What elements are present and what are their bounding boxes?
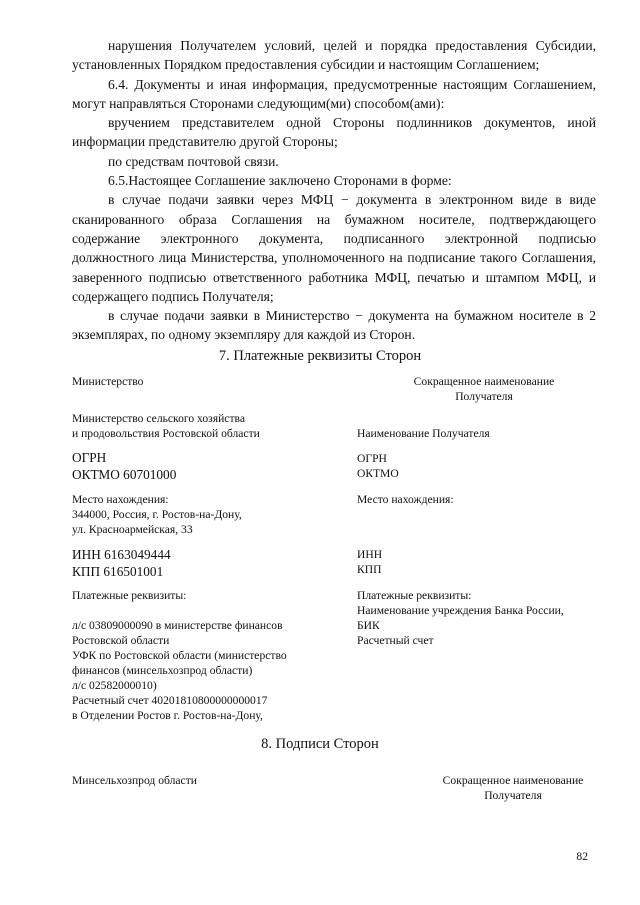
recipient-name <box>357 426 490 441</box>
ministry-ogrn: ОГРН <box>72 450 107 465</box>
paragraph: вручением представителем одной Стороны подлинников документов, иной информации представителю другой Стороны; <box>72 115 596 150</box>
payment-detail-line: Ростовской области <box>72 634 170 647</box>
payment-detail-line: Расчетный счет 40201810800000000017 <box>72 694 268 707</box>
recipient-header <box>392 374 576 404</box>
ministry-address-line: 344000, Россия, г. Ростов-на-Дону, <box>72 508 242 521</box>
payment-detail-line: УФК по Ростовской области (министерство <box>72 649 287 662</box>
paragraph: в случае подачи заявки в Министерство − документа на бумажном носителе в 2 экземплярах, по одному экземпляру для каждой из Сторон. <box>72 308 596 343</box>
payment-detail-line: л/с 03809000090 в министерстве финансов <box>72 619 283 632</box>
paragraph: 6.4. Документы и иная информация, предусмотренные настоящим Соглашением, могут направляться Сторонами следующим(ми) способом(ами): <box>72 76 596 111</box>
recipient-location-label: Место нахождения: <box>357 493 454 506</box>
ministry-tax-ids <box>72 546 171 580</box>
recipient-payment-label: Платежные реквизиты: <box>357 589 472 602</box>
payment-detail-line: Расчетный счет <box>357 634 434 647</box>
signature-left <box>72 773 197 788</box>
recipient-name-text: Наименование Получателя <box>357 427 490 440</box>
paragraph: нарушения Получателем условий, целей и порядка предоставления Субсидии, установленных Порядком предоставления субсидии и настоящим Соглашением; <box>72 38 596 73</box>
recipient-tax-ids <box>357 547 382 577</box>
payment-detail-line: финансов (минсельхозпрод области) <box>72 664 253 677</box>
signature-left-label: Минсельхозпрод области <box>72 774 197 787</box>
ministry-payment-details <box>72 618 287 723</box>
signature-right <box>421 773 605 803</box>
ministry-name-line: Министерство сельского хозяйства <box>72 412 245 425</box>
recipient-inn: ИНН <box>357 548 383 561</box>
ministry-header-label: Министерство <box>72 375 144 388</box>
ministry-name <box>72 411 260 441</box>
recipient-codes <box>357 451 399 481</box>
payment-detail-line: л/с 02582000010) <box>72 679 157 692</box>
recipient-header-line: Сокращенное наименование <box>413 375 555 388</box>
paragraph: 6.5.Настоящее Соглашение заключено Сторонами в форме: <box>108 173 452 189</box>
ministry-payment-label <box>72 588 186 603</box>
ministry-inn: ИНН 6163049444 <box>72 547 171 562</box>
recipient-ogrn: ОГРН <box>357 452 387 465</box>
signature-right-line: Сокращенное наименование <box>442 774 584 787</box>
page-number: 82 <box>576 850 588 863</box>
ministry-codes <box>72 449 176 483</box>
payment-detail-line: в Отделении Ростов г. Ростов-на-Дону, <box>72 709 263 722</box>
signature-right-line: Получателя <box>484 789 542 802</box>
paragraph: в случае подачи заявки через МФЦ − документа в электронном виде в виде сканированного образа Соглашения на бумажном носителе, подтверждающего содержание электронного документа, подписанного электронной подписью должностного лица Министерства, уполномоченного на подписание такого Соглашения, заверенного подписью ответственного работника МФЦ, печатью и штампом МФЦ, и содержащего подпись Получателя; <box>72 192 596 304</box>
ministry-oktmo: ОКТМО 60701000 <box>72 467 177 482</box>
ministry-location <box>72 492 242 537</box>
recipient-location <box>357 492 454 507</box>
ministry-address-line: ул. Красноармейская, 33 <box>72 523 193 536</box>
recipient-header-line: Получателя <box>455 390 513 403</box>
ministry-location-label: Место нахождения: <box>72 493 169 506</box>
ministry-payment-label-text: Платежные реквизиты: <box>72 589 187 602</box>
recipient-oktmo: ОКТМО <box>357 467 399 480</box>
section-7-title: 7. Платежные реквизиты Сторон <box>218 348 422 364</box>
ministry-header <box>72 374 143 389</box>
payment-detail-line: Наименование учреждения Банка России, <box>357 604 564 617</box>
ministry-name-line: и продовольствия Ростовской области <box>72 427 260 440</box>
recipient-payment-details <box>357 588 564 648</box>
ministry-kpp: КПП 616501001 <box>72 564 164 579</box>
paragraph: по средствам почтовой связи. <box>108 153 279 169</box>
section-8-title: 8. Подписи Сторон <box>261 736 379 752</box>
recipient-kpp: КПП <box>357 563 382 576</box>
payment-detail-line: БИК <box>357 619 380 632</box>
agreement-body-text <box>72 36 596 345</box>
